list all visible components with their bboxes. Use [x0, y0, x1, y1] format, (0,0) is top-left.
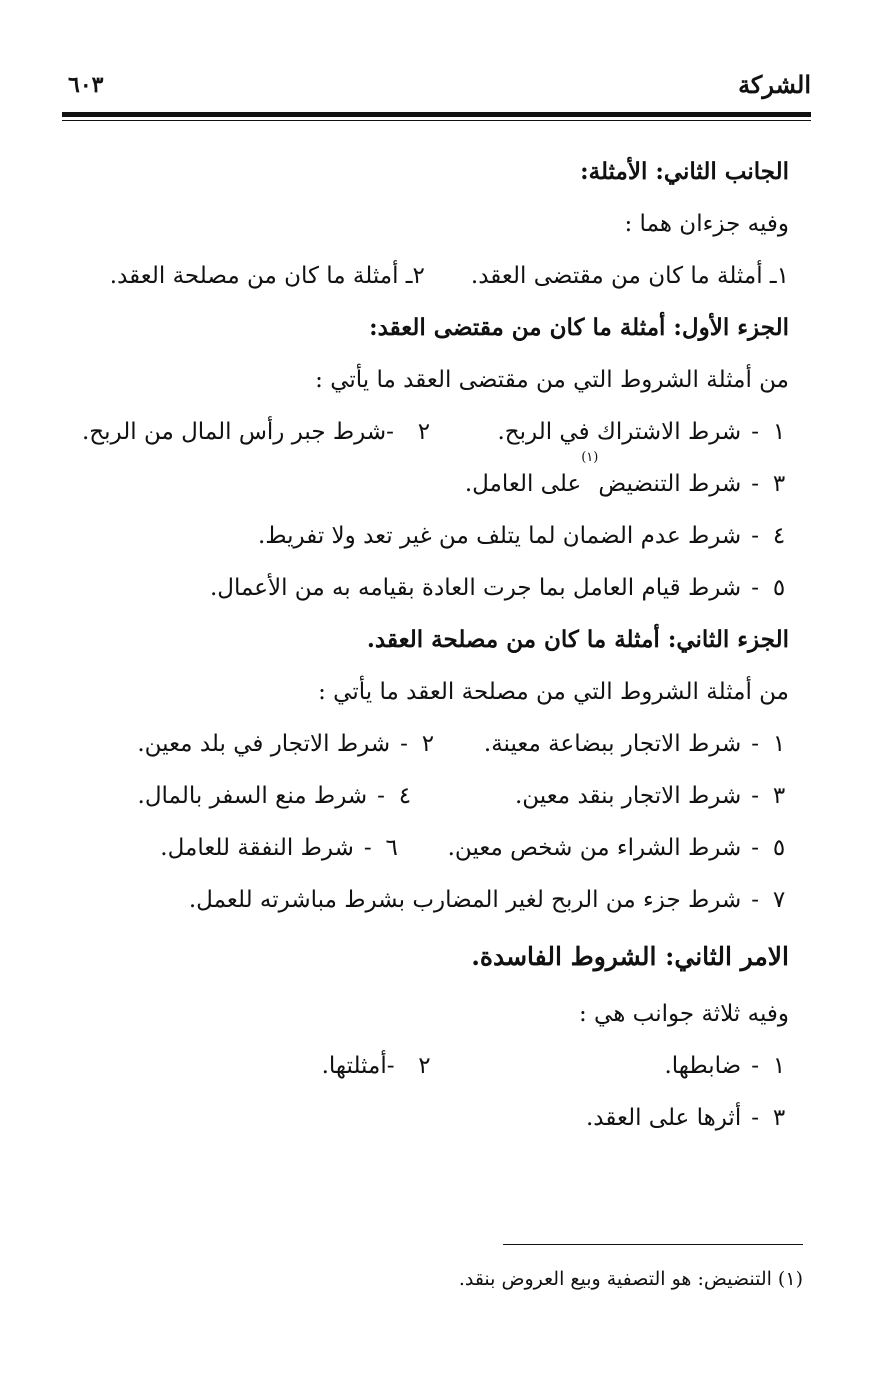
item-number: ٦	[385, 835, 398, 861]
item-text: شرط منع السفر بالمال.	[137, 783, 368, 809]
body-text	[82, 146, 789, 1144]
intro-part2: من أمثلة الشروط التي من مصلحة العقد ما يأتي :	[318, 679, 789, 705]
item-number: ٢	[417, 419, 431, 445]
header-rule-thick	[62, 112, 811, 117]
list-item: ٥ - شرط قيام العامل بما جرت العادة بقيامه به من الأعمال.	[82, 562, 789, 614]
part2-label: ٢ـ أمثلة ما كان من مصلحة العقد.	[109, 263, 425, 289]
item-text: ضابطها.	[664, 1053, 742, 1079]
item-text: على العامل.	[464, 471, 582, 497]
intro-three-sides: وفيه ثلاثة جوانب هي :	[579, 1001, 789, 1027]
item-text: شرط جزء من الربح لغير المضارب بشرط مباشرته للعمل.	[188, 887, 742, 913]
item-number: ١	[772, 419, 786, 445]
heading-side-examples: الجانب الثاني: الأمثلة:	[580, 158, 789, 185]
heading-matter2: الامر الثاني: الشروط الفاسدة.	[471, 942, 789, 971]
page-number: ٦٠٣	[68, 72, 104, 98]
running-title: الشركة	[738, 70, 811, 99]
item-number: ٥	[772, 575, 786, 601]
list-item: ٣ - أثرها على العقد.	[82, 1092, 789, 1144]
item-number: ٢	[418, 1053, 431, 1079]
item-text: -شرط جبر رأس المال من الربح.	[82, 419, 394, 445]
item-number: ٣	[772, 471, 786, 497]
heading-part2: الجزء الثاني: أمثلة ما كان من مصلحة العقد.	[366, 626, 789, 653]
intro-two-parts: وفيه جزءان هما :	[624, 211, 789, 237]
list-item: ١ - شرط الاتجار ببضاعة معينة. ٢ - شرط الاتجار في بلد معين.	[82, 718, 789, 770]
item-number: ١	[772, 1053, 786, 1079]
item-text: شرط الاتجار في بلد معين.	[137, 731, 391, 757]
header-rule-thin	[62, 120, 811, 121]
item-number: ٤	[398, 783, 412, 809]
item-text: شرط الشراء من شخص معين.	[447, 835, 742, 861]
item-text: شرط عدم الضمان لما يتلف من غير تعد ولا تفريط.	[257, 523, 742, 549]
item-number: ١	[772, 731, 786, 757]
item-number: ٥	[772, 835, 786, 861]
list-item: ٥ - شرط الشراء من شخص معين. ٦ - شرط النفقة للعامل.	[82, 822, 789, 874]
item-text: -أمثلتها.	[321, 1053, 395, 1079]
item-text: شرط الاتجار ببضاعة معينة.	[483, 731, 742, 757]
list-item: ١ - شرط الاشتراك في الربح. ٢ -شرط جبر رأس المال من الربح.	[82, 406, 789, 458]
footnote-ref: (١)	[581, 450, 599, 465]
item-number: ٢	[421, 731, 435, 757]
item-text: أثرها على العقد.	[585, 1105, 742, 1131]
item-text: شرط الاشتراك في الربح.	[497, 419, 742, 445]
item-text: شرط التنضيض	[598, 471, 742, 497]
intro-part1: من أمثلة الشروط التي من مقتضى العقد ما يأتي :	[315, 367, 789, 393]
item-number: ٤	[772, 523, 786, 549]
item-text: شرط النفقة للعامل.	[160, 835, 354, 861]
heading-part1: الجزء الأول: أمثلة ما كان من مقتضى العقد:	[369, 314, 789, 341]
item-text: شرط الاتجار بنقد معين.	[514, 783, 742, 809]
part1-label: ١ـ أمثلة ما كان من مقتضى العقد.	[470, 263, 789, 289]
footnote: (١) التنضيض: هو التصفية وبيع العروض بنقد.	[458, 1268, 803, 1290]
list-item: ٣ - شرط الاتجار بنقد معين. ٤ - شرط منع السفر بالمال.	[82, 770, 789, 822]
list-item: ٤ - شرط عدم الضمان لما يتلف من غير تعد ولا تفريط.	[82, 510, 789, 562]
list-item: ١ - ضابطها. ٢ -أمثلتها.	[82, 1040, 789, 1092]
parts-list	[82, 250, 789, 302]
item-number: ٣	[772, 1105, 786, 1131]
footnote-rule	[503, 1244, 803, 1245]
item-number: ٧	[772, 887, 786, 913]
item-text: شرط قيام العامل بما جرت العادة بقيامه به من الأعمال.	[209, 575, 742, 601]
item-number: ٣	[772, 783, 786, 809]
list-item: ٣ - شرط التنضيض (١) على العامل.	[82, 458, 789, 510]
page-header	[62, 62, 811, 102]
list-item: ٧ - شرط جزء من الربح لغير المضارب بشرط مباشرته للعمل.	[82, 874, 789, 926]
